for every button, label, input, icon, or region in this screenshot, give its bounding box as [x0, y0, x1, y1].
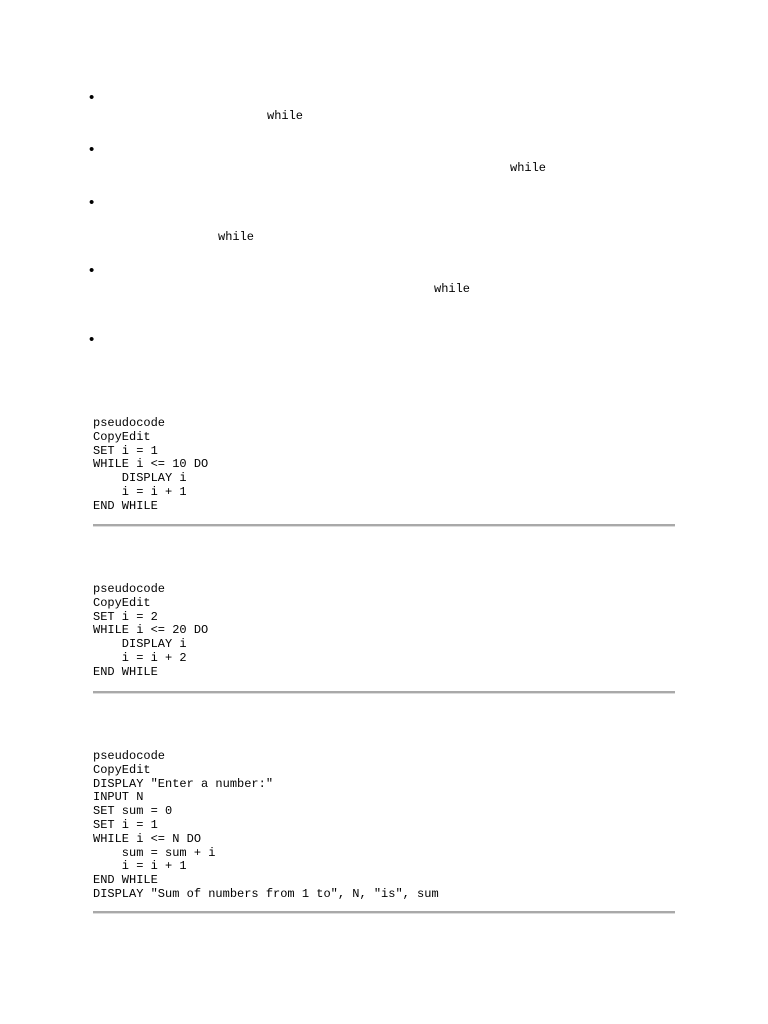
code-line: WHILE i <= 10 DO — [93, 457, 209, 472]
code-line: SET i = 1 — [93, 443, 158, 458]
code-line: SET i = 1 — [93, 817, 158, 832]
code-line: pseudocode — [93, 416, 166, 430]
horizontal-rule-3 — [93, 911, 675, 914]
code-line: DISPLAY "Sum of numbers from 1 to", N, "is", sum — [93, 886, 439, 901]
code-line: WHILE i <= 20 DO — [93, 623, 209, 638]
bullet-marker-4: • — [89, 262, 95, 279]
keyword-while-3: while — [218, 230, 255, 244]
code-line: END WHILE — [93, 498, 158, 513]
bullet-marker-1: • — [89, 89, 95, 106]
code-line: DISPLAY i — [93, 637, 187, 652]
code-line: pseudocode — [93, 749, 166, 763]
horizontal-rule-1 — [93, 524, 675, 527]
bullet-marker-2: • — [89, 141, 95, 158]
horizontal-rule-2 — [93, 691, 675, 694]
code-line: CopyEdit — [93, 762, 151, 777]
code-line: i = i + 1 — [93, 484, 187, 499]
code-block-1 — [93, 417, 208, 514]
code-line: DISPLAY "Enter a number:" — [93, 776, 274, 791]
bullet-marker-3: • — [89, 194, 95, 211]
code-line: SET i = 2 — [93, 609, 158, 624]
code-line: CopyEdit — [93, 429, 151, 444]
code-line: CopyEdit — [93, 595, 151, 610]
code-block-3 — [93, 750, 439, 902]
code-line: sum = sum + i — [93, 845, 216, 860]
code-line: END WHILE — [93, 873, 158, 888]
code-line: END WHILE — [93, 664, 158, 679]
code-line: i = i + 2 — [93, 650, 187, 665]
keyword-while-4: while — [434, 282, 471, 296]
keyword-while-1: while — [267, 109, 304, 123]
code-line: i = i + 1 — [93, 859, 187, 874]
code-line: WHILE i <= N DO — [93, 831, 202, 846]
bullet-marker-5: • — [89, 331, 95, 348]
code-line: pseudocode — [93, 582, 166, 596]
code-line: DISPLAY i — [93, 471, 187, 486]
code-block-2 — [93, 583, 208, 680]
keyword-while-2: while — [510, 161, 547, 175]
code-line: SET sum = 0 — [93, 804, 173, 819]
code-line: INPUT N — [93, 790, 144, 805]
